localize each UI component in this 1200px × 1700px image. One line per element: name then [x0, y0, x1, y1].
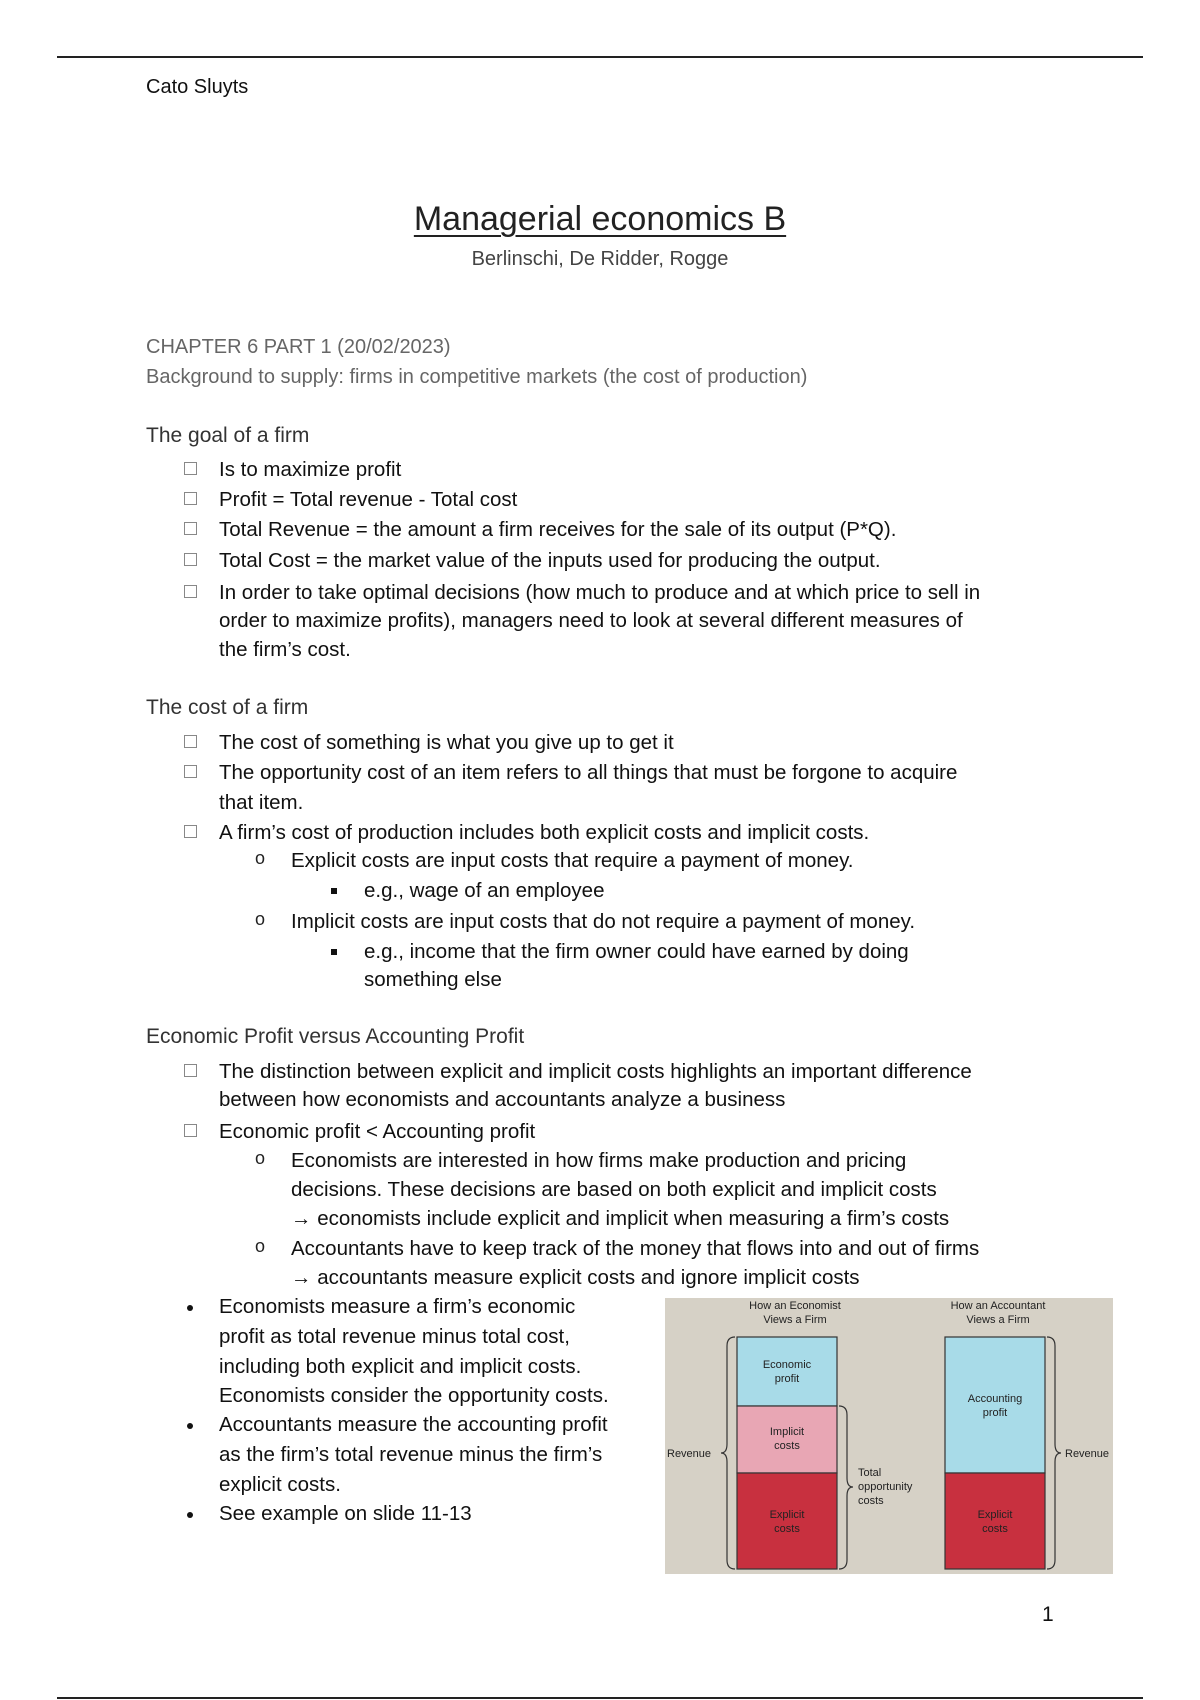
list-item: Total Revenue = the amount a firm receives for the sale of its output (P*Q). — [219, 518, 897, 541]
economic-profit-block — [737, 1337, 837, 1406]
list-item: In order to take optimal decisions (how much to produce and at which price to sell in — [219, 581, 981, 604]
revenue-brace-left — [721, 1337, 735, 1569]
bullet-dot — [187, 1423, 193, 1429]
list-item: Total Cost = the market value of the inputs used for producing the output. — [219, 549, 881, 572]
explicit-costs-label-2: costs — [774, 1523, 800, 1535]
sub-item: Explicit costs are input costs that require a payment of money. — [291, 849, 854, 872]
list-item: Economic profit < Accounting profit — [219, 1120, 536, 1143]
revenue-label-right: Revenue — [1065, 1448, 1110, 1460]
checkbox-bullet — [184, 492, 197, 505]
bullet-item-continuation: Economists consider the opportunity costs. — [219, 1384, 609, 1407]
list-item: The cost of something is what you give up to get it — [219, 731, 674, 754]
bullet-dot — [187, 1512, 193, 1518]
chapter-line: CHAPTER 6 PART 1 (20/02/2023) — [146, 336, 451, 358]
square-bullet — [331, 888, 337, 894]
bullet-item-continuation: profit as total revenue minus total cost, — [219, 1325, 570, 1348]
bullet-item-continuation: explicit costs. — [219, 1473, 341, 1496]
checkbox-bullet — [184, 825, 197, 838]
sub-sub-item: e.g., income that the firm owner could have earned by doing — [364, 940, 909, 963]
economic-profit-label-2: profit — [774, 1373, 800, 1385]
footer-rule — [57, 1697, 1143, 1699]
list-item-continuation: that item. — [219, 791, 304, 814]
header-rule — [57, 56, 1143, 58]
implicit-costs-label-2: costs — [774, 1440, 800, 1452]
bullet-item-continuation: including both explicit and implicit costs. — [219, 1355, 582, 1378]
checkbox-bullet — [184, 522, 197, 535]
revenue-label-left: Revenue — [667, 1448, 712, 1460]
opportunity-costs-brace — [839, 1406, 853, 1569]
section-heading-cost: The cost of a firm — [146, 696, 309, 719]
sub-item: Implicit costs are input costs that do not require a payment of money. — [291, 910, 916, 933]
bullet-item-continuation: as the firm’s total revenue minus the firm’s — [219, 1443, 603, 1466]
revenue-brace-right — [1047, 1337, 1061, 1569]
checkbox-bullet — [184, 765, 197, 778]
section-heading-profit: Economic Profit versus Accounting Profit — [146, 1025, 525, 1048]
document-subtitle: Berlinschi, De Ridder, Rogge — [471, 248, 729, 270]
economist-title-line2: Views a Firm — [763, 1314, 827, 1326]
square-bullet — [331, 949, 337, 955]
accountant-explicit-label-2: costs — [982, 1523, 1008, 1535]
sub-item-continuation: decisions. These decisions are based on both explicit and implicit costs — [291, 1178, 937, 1201]
sub-sub-item: e.g., wage of an employee — [364, 879, 605, 902]
list-item-continuation: the firm’s cost. — [219, 638, 351, 661]
document-title — [0, 200, 1200, 239]
list-item-continuation: order to maximize profits), managers need to look at several different measures of — [219, 609, 963, 632]
explicit-costs-block — [737, 1473, 837, 1569]
total-opportunity-label-2: opportunity — [858, 1481, 913, 1493]
checkbox-bullet — [184, 553, 197, 566]
list-item: A firm’s cost of production includes both explicit costs and implicit costs. — [219, 821, 870, 844]
accountant-explicit-costs-block — [945, 1473, 1045, 1569]
sub-item-continuation: → economists include explicit and implicit when measuring a firm’s costs — [291, 1207, 950, 1230]
total-opportunity-label-3: costs — [858, 1495, 884, 1507]
accountant-explicit-label-1: Explicit — [977, 1509, 1013, 1521]
total-opportunity-label-1: Total — [858, 1467, 882, 1479]
bullet-dot — [187, 1305, 193, 1311]
chapter-topic: Background to supply: firms in competitive markets (the cost of production) — [146, 366, 808, 388]
header-author: Cato Sluyts — [146, 76, 249, 98]
circle-bullet: o — [255, 1148, 266, 1168]
bullet-item: Economists measure a firm’s economic — [219, 1295, 576, 1318]
economist-title-line1: How an Economist — [749, 1300, 841, 1312]
checkbox-bullet — [184, 735, 197, 748]
list-item: The opportunity cost of an item refers to all things that must be forgone to acquire — [219, 761, 958, 784]
accounting-profit-label-2: profit — [982, 1407, 1008, 1419]
bullet-item: See example on slide 11-13 — [219, 1502, 472, 1525]
circle-bullet: o — [255, 1236, 266, 1256]
accounting-profit-block — [945, 1337, 1045, 1473]
page-number: 1 — [1042, 1603, 1054, 1626]
implicit-costs-label-1: Implicit — [769, 1426, 805, 1438]
list-item: Profit = Total revenue - Total cost — [219, 488, 518, 511]
checkbox-bullet — [184, 585, 197, 598]
sub-item: Accountants have to keep track of the money that flows into and out of firms — [291, 1237, 980, 1260]
accounting-profit-label-1: Accounting — [967, 1393, 1023, 1405]
sub-sub-item-continuation: something else — [364, 968, 502, 991]
accountant-title-line1: How an Accountant — [950, 1300, 1046, 1312]
explicit-costs-label-1: Explicit — [769, 1509, 805, 1521]
circle-bullet: o — [255, 848, 266, 868]
document-title-text: Managerial economics B — [413, 200, 787, 238]
sub-item-continuation: → accountants measure explicit costs and ignore implicit costs — [291, 1266, 860, 1289]
list-item: Is to maximize profit — [219, 458, 402, 481]
circle-bullet: o — [255, 909, 266, 929]
list-item: The distinction between explicit and implicit costs highlights an important difference — [219, 1060, 972, 1083]
section-heading-goal: The goal of a firm — [146, 424, 310, 447]
economic-profit-label-1: Economic — [762, 1359, 812, 1371]
profit-comparison-figure — [665, 1298, 1113, 1574]
checkbox-bullet — [184, 1124, 197, 1137]
sub-item: Economists are interested in how firms make production and pricing — [291, 1149, 907, 1172]
accountant-title-line2: Views a Firm — [966, 1314, 1030, 1326]
bullet-item: Accountants measure the accounting profit — [219, 1413, 608, 1436]
checkbox-bullet — [184, 462, 197, 475]
checkbox-bullet — [184, 1064, 197, 1077]
list-item-continuation: between how economists and accountants analyze a business — [219, 1088, 786, 1111]
